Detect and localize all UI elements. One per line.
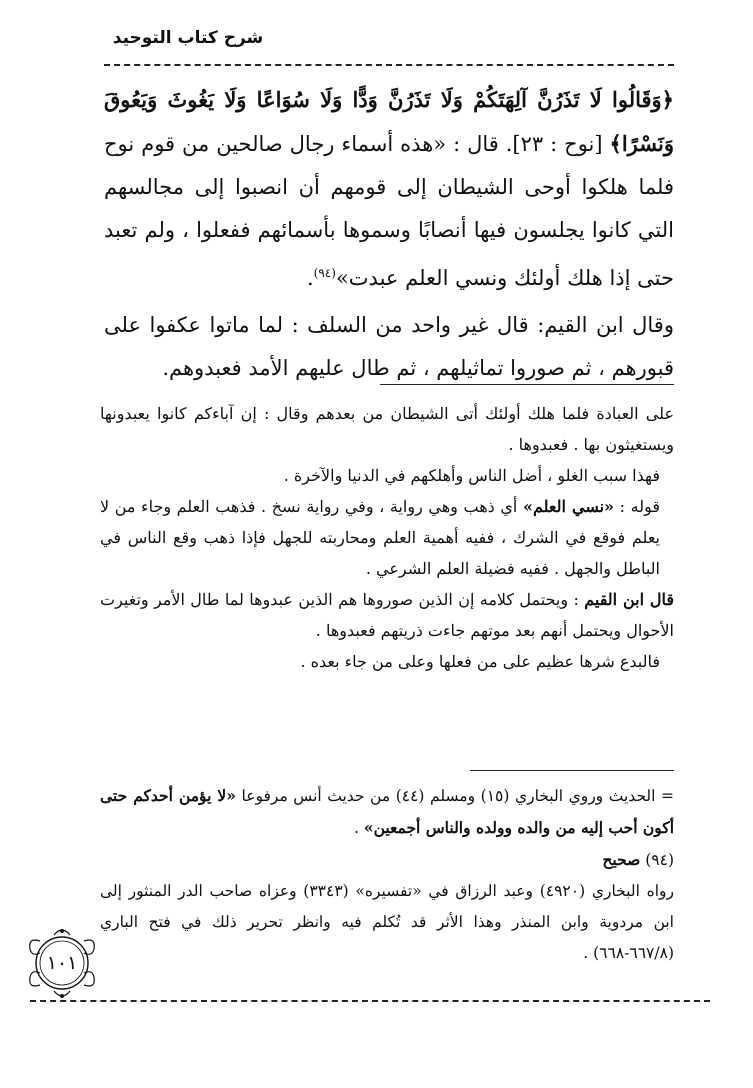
footnote-hadith-intro: = الحديث وروي البخاري (١٥) ومسلم (٤٤) من حديث أنس مرفوعا	[241, 787, 674, 805]
footnotes	[100, 780, 674, 969]
commentary-line-4	[100, 584, 674, 646]
commentary-line-3	[100, 491, 674, 584]
footnote-94-number: (٩٤)	[645, 851, 674, 869]
verse-reference: [نوح : ٢٣].	[505, 132, 603, 156]
main-text	[104, 78, 674, 390]
footnote-hadith-text: «لا يؤمن أحدكم حتى أكون أحب إليه من والده وولده والناس أجمعين»	[100, 786, 674, 837]
commentary-ibn-qayyim-text: : ويحتمل كلامه إن الذين صوروها هم الذين عبدوها لما طال الأمر وتغيرت الأحوال ويحتمل أنهم بعد موتهم جاءت ذريتهم فعبدوها .	[100, 590, 674, 640]
narration-end: .	[306, 266, 314, 290]
footnote-94-text: رواه البخاري (٤٩٢٠) وعبد الرزاق في «تفسيره» (٣٣٤٣) وعزاه صاحب الدر المنثور إلى ابن مردوية وابن المنذر وهذا الأثر قد تُكلم فيه وانظر تحرير ذلك في فتح الباري (٦٦٧/٨-٦٦٨) .	[100, 882, 674, 962]
commentary-qawluhu: قوله :	[619, 497, 661, 516]
commentary-explanation: أي ذهب وهي رواية ، وفي رواية نسخ . فذهب العلم وجاء من لا يعلم فوقع في الشرك ، ففيه أهمية العلم ومحاربته للجهل فإذا ذهب وقع الناس في الباطل والجهل . ففيه فضيلة العلم الشرعي .	[100, 497, 660, 578]
footnote-marker[interactable]: (٩٤)	[313, 266, 336, 280]
running-header: شرح كتاب التوحيد	[112, 28, 264, 48]
footnote-continuation	[100, 780, 674, 844]
commentary-keyword-ibn-qayyim: قال ابن القيم	[584, 590, 675, 609]
quran-verse: ﴿وَقَالُوا لَا تَذَرُنَّ آلِهَتَكُمْ وَلَا تَذَرُنَّ وَدًّا وَلَا سُوَاعًا وَلَا يَغُوثَ وَيَعُوقَ وَنَسْرًا﴾	[104, 87, 674, 156]
page-number: ١٠١	[46, 952, 78, 974]
footnote-divider	[470, 770, 674, 771]
header-divider	[104, 64, 674, 66]
ibn-qayyim-paragraph: وقال ابن القيم: قال غير واحد من السلف : لما ماتوا عكفوا على قبورهم ، ثم صوروا تماثيلهم ، ثم طال عليهم الأمد فعبدوهم.	[104, 313, 674, 380]
commentary	[100, 398, 674, 677]
commentary-line-1: على العبادة فلما هلك أولئك أتى الشيطان من بعدهم وقال : إن آباءكم كانوا يعبدونها ويستغيثون بها . فعبدوها .	[100, 404, 674, 454]
commentary-keyword-nasiya-al-ilm: «نسي العلم»	[522, 497, 615, 516]
commentary-line-5: فالبدع شرها عظيم على من فعلها وعلى من جاء بعده .	[300, 652, 660, 671]
footnote-hadith-end: .	[354, 819, 359, 837]
narration-text: قال : «هذه أسماء رجال صالحين من قوم نوح فلما هلكوا أوحى الشيطان إلى قومهم أن انصبوا إلى مجالسهم التي كانوا يجلسون فيها أنصابًا وسموها بأسمائهم ففعلوا ، ولم تعبد حتى إذا هلك أولئك ونسي العلم عبدت»	[104, 132, 674, 290]
footnote-94-heading	[100, 844, 674, 876]
commentary-line-2: فهذا سبب الغلو ، أضل الناس وأهلكهم في الدنيا والآخرة .	[283, 466, 660, 485]
section-divider	[380, 384, 674, 385]
footnote-94-grade: صحيح	[602, 850, 641, 869]
footer-divider	[30, 1000, 710, 1002]
quran-verse-paragraph	[104, 78, 674, 300]
